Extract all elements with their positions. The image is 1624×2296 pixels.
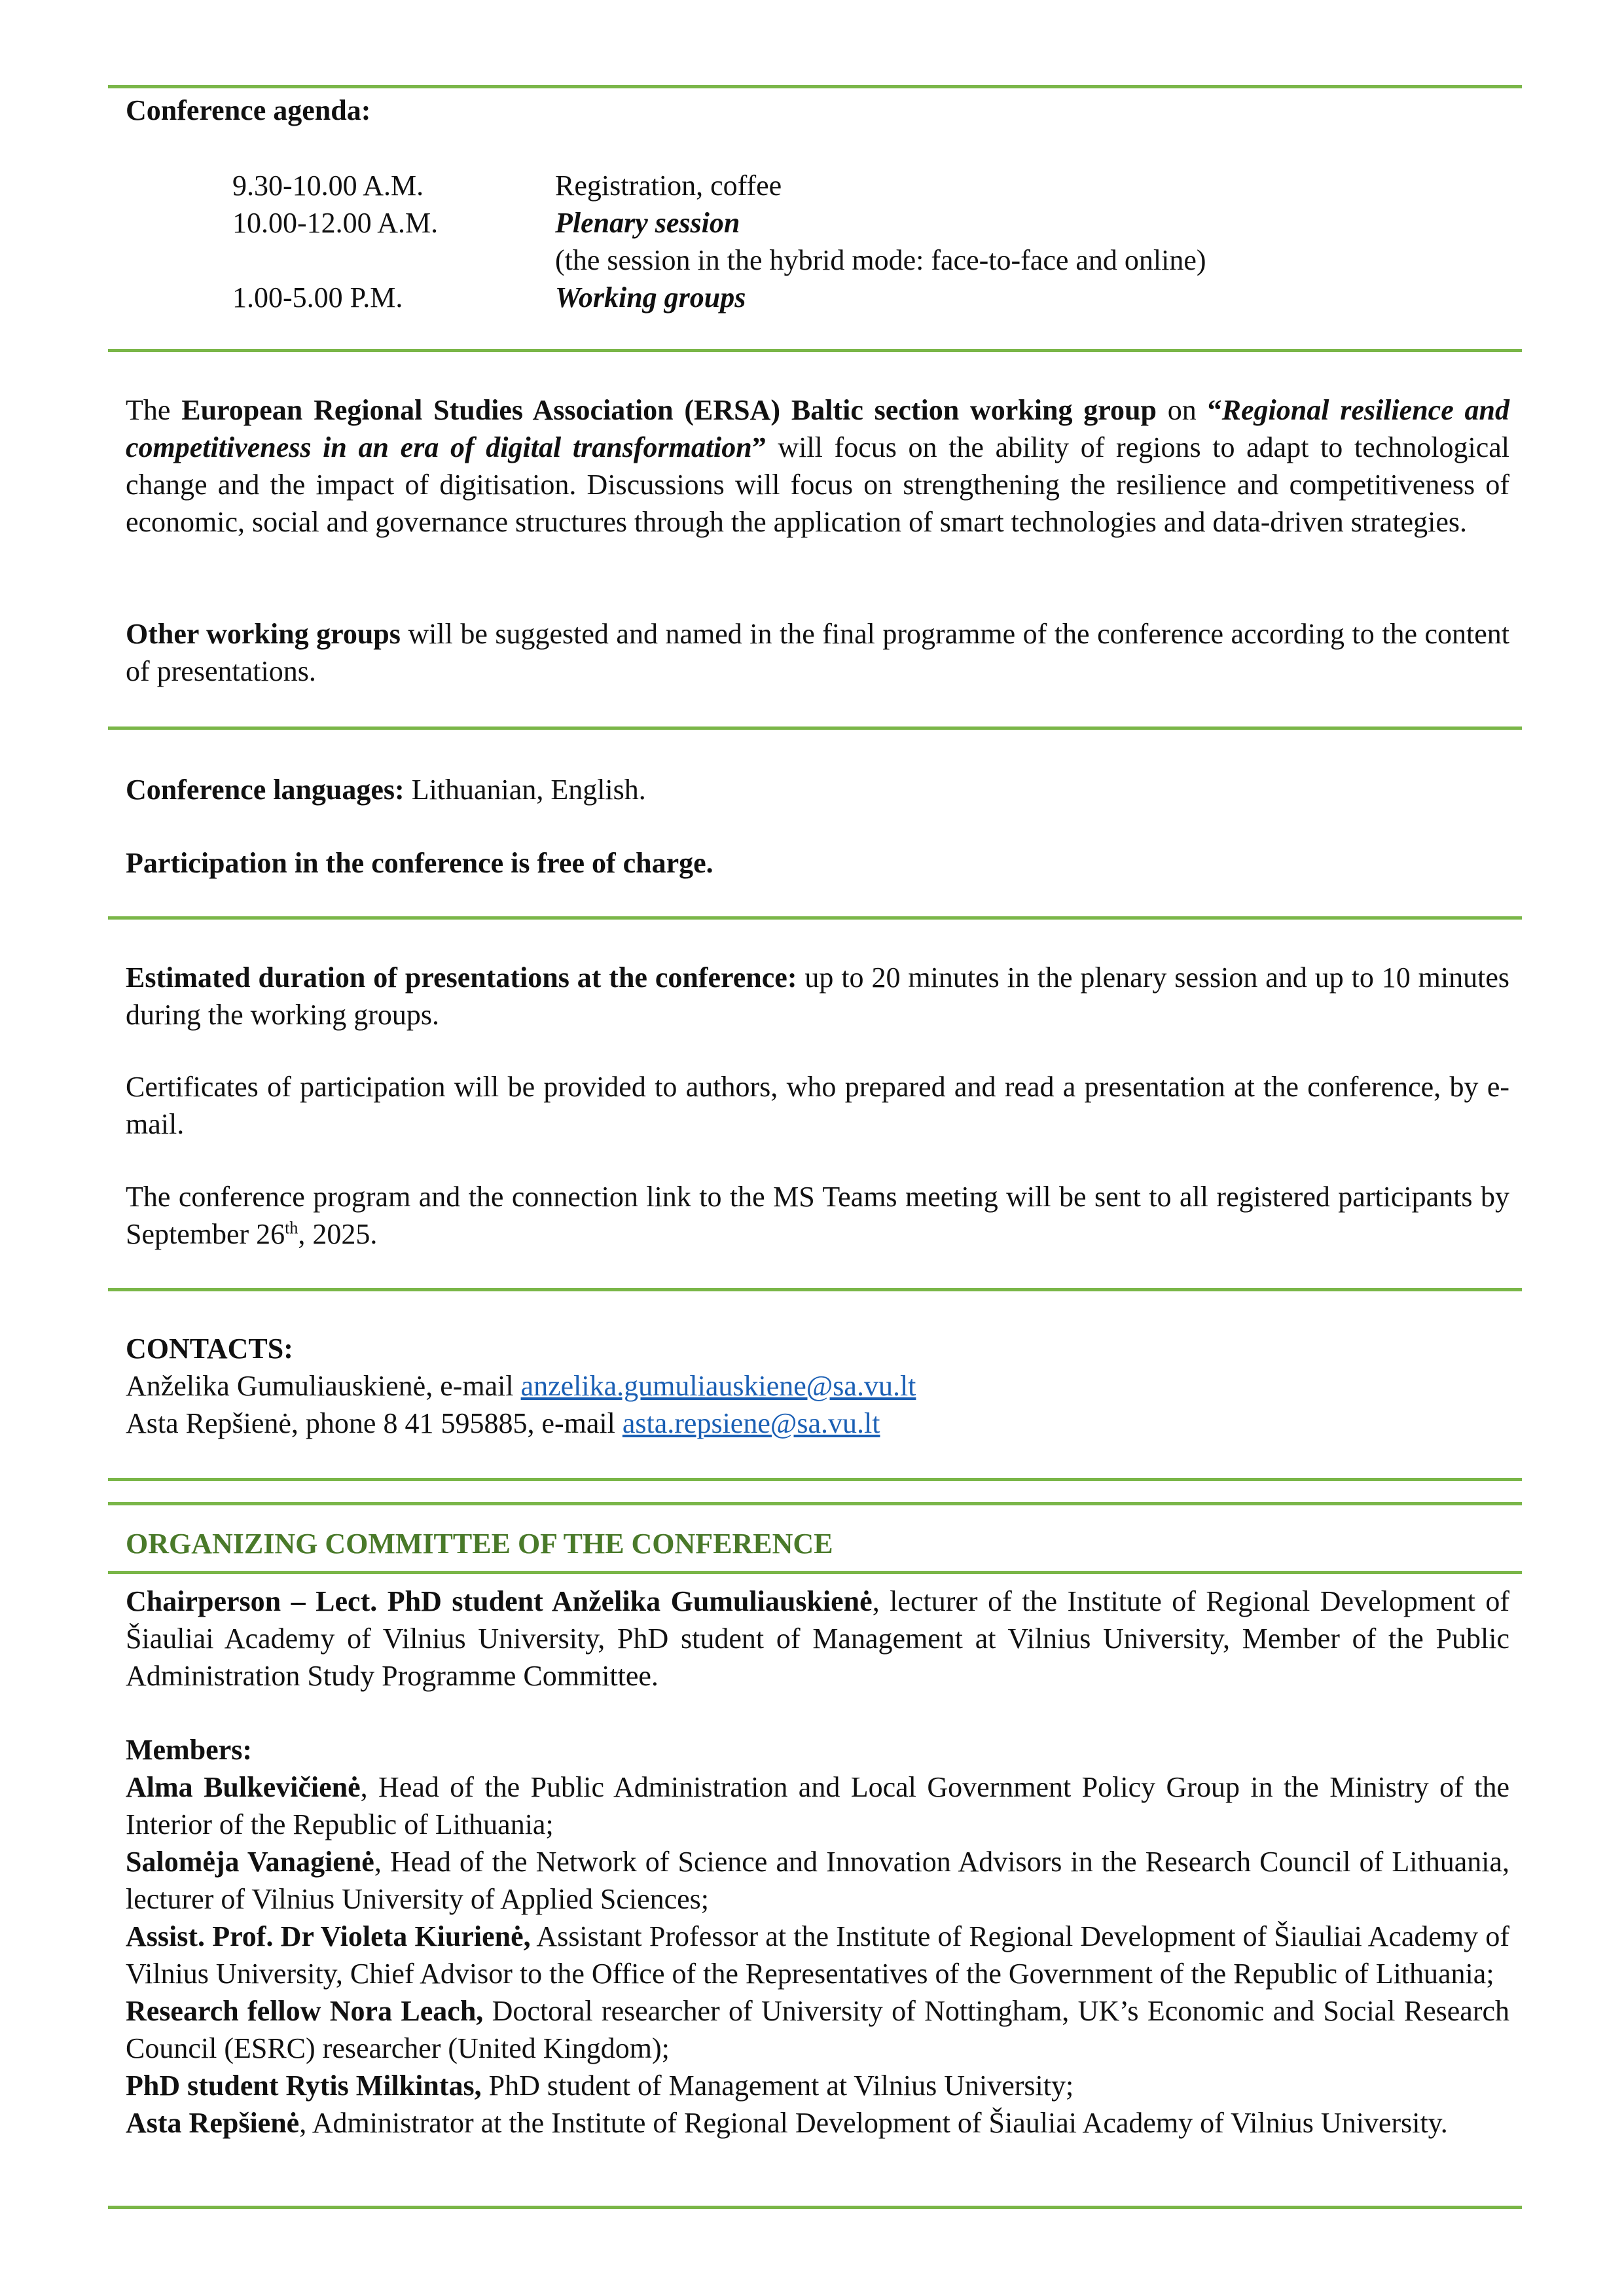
ersa-paragraph: The European Regional Studies Association (ERSA) Baltic section working group on “Regional resilience and competitiveness in an era of digital transformation” will focus on the ability of regions to adapt to technological change and the impact of digitisation. Discussions will focus on strengthening the resilience and competitiveness of economic, social and governance structures through the application of smart technologies and data-driven strategies. (126, 394, 1510, 538)
member-item: Salomėja Vanagienė, Head of the Network of Science and Innovation Advisors in the Research Council of Lithuania, lecturer of Vilnius University of Applied Sciences; (126, 1846, 1509, 1915)
contact-2-email-link[interactable]: asta.repsiene@sa.vu.lt (622, 1407, 880, 1439)
contacts-heading: CONTACTS: (126, 1333, 293, 1365)
contact-1-email-link[interactable]: anzelika.gumuliauskiene@sa.vu.lt (520, 1370, 916, 1402)
member-item: PhD student Rytis Milkintas, PhD student of Management at Vilnius University; (126, 2070, 1074, 2102)
agenda-desc-3: Working groups (555, 281, 746, 314)
contact-1: Anželika Gumuliauskienė, e-mail anzelika.gumuliauskiene@sa.vu.lt (126, 1370, 916, 1402)
agenda-time-2: 10.00-12.00 A.M. (232, 207, 439, 239)
divider-languages (108, 916, 1522, 920)
members-list (126, 1768, 1509, 2142)
agenda-note-2: (the session in the hybrid mode: face-to-face and online) (555, 244, 1206, 276)
member-item: Research fellow Nora Leach, Doctoral researcher of University of Nottingham, UK’s Economic and Social Research Council (ESRC) researcher (United Kingdom); (126, 1995, 1509, 2064)
free-of-charge: Participation in the conference is free of charge. (126, 847, 713, 879)
certificates-paragraph: Certificates of participation will be provided to authors, who prepared and read a presentation at the conference, by e-mail. (126, 1071, 1509, 1140)
divider-program (108, 1288, 1522, 1291)
divider-agenda (108, 349, 1522, 352)
divider-bottom (108, 2206, 1522, 2209)
divider-groups (108, 726, 1522, 730)
divider-committee (108, 1571, 1522, 1574)
committee-chair: Chairperson – Lect. PhD student Anželika Gumuliauskienė, lecturer of the Institute of Regional Development of Šiauliai Academy of Vilnius University, PhD student of Management at Vilnius University, Member of the Public Administration Study Programme Committee. (126, 1585, 1509, 1692)
member-item: Assist. Prof. Dr Violeta Kiurienė, Assistant Professor at the Institute of Regional Development of Šiauliai Academy of Vilnius University, Chief Advisor to the Office of the Representatives of the Government of the Republic of Lithuania; (126, 1920, 1509, 1990)
program-paragraph: The conference program and the connection link to the MS Teams meeting will be sent to all registered participants by September 26th, 2025. (126, 1181, 1509, 1250)
divider-top (108, 85, 1522, 88)
agenda-time-1: 9.30-10.00 A.M. (232, 170, 424, 202)
agenda-time-3: 1.00-5.00 P.M. (232, 281, 403, 314)
member-item: Alma Bulkevičienė, Head of the Public Administration and Local Government Policy Group in the Ministry of the Interior of the Republic of Lithuania; (126, 1771, 1509, 1840)
members-heading: Members: (126, 1734, 253, 1766)
languages-line: Conference languages: Lithuanian, English. (126, 774, 646, 806)
agenda-desc-2: Plenary session (555, 207, 740, 239)
member-item: Asta Repšienė, Administrator at the Institute of Regional Development of Šiauliai Academy of Vilnius University. (126, 2107, 1448, 2139)
contact-2: Asta Repšienė, phone 8 41 595885, e-mail asta.repsiene@sa.vu.lt (126, 1407, 880, 1439)
agenda-heading: Conference agenda: (126, 94, 371, 126)
committee-heading: ORGANIZING COMMITTEE OF THE CONFERENCE (126, 1528, 833, 1560)
other-groups-paragraph: Other working groups will be suggested and named in the final programme of the conference according to the content of presentations. (126, 618, 1509, 687)
divider-contacts-2 (108, 1502, 1522, 1505)
divider-contacts-1 (108, 1478, 1522, 1481)
duration-paragraph: Estimated duration of presentations at the conference: up to 20 minutes in the plenary session and up to 10 minutes during the working groups. (126, 961, 1510, 1031)
agenda-desc-1: Registration, coffee (555, 170, 782, 202)
